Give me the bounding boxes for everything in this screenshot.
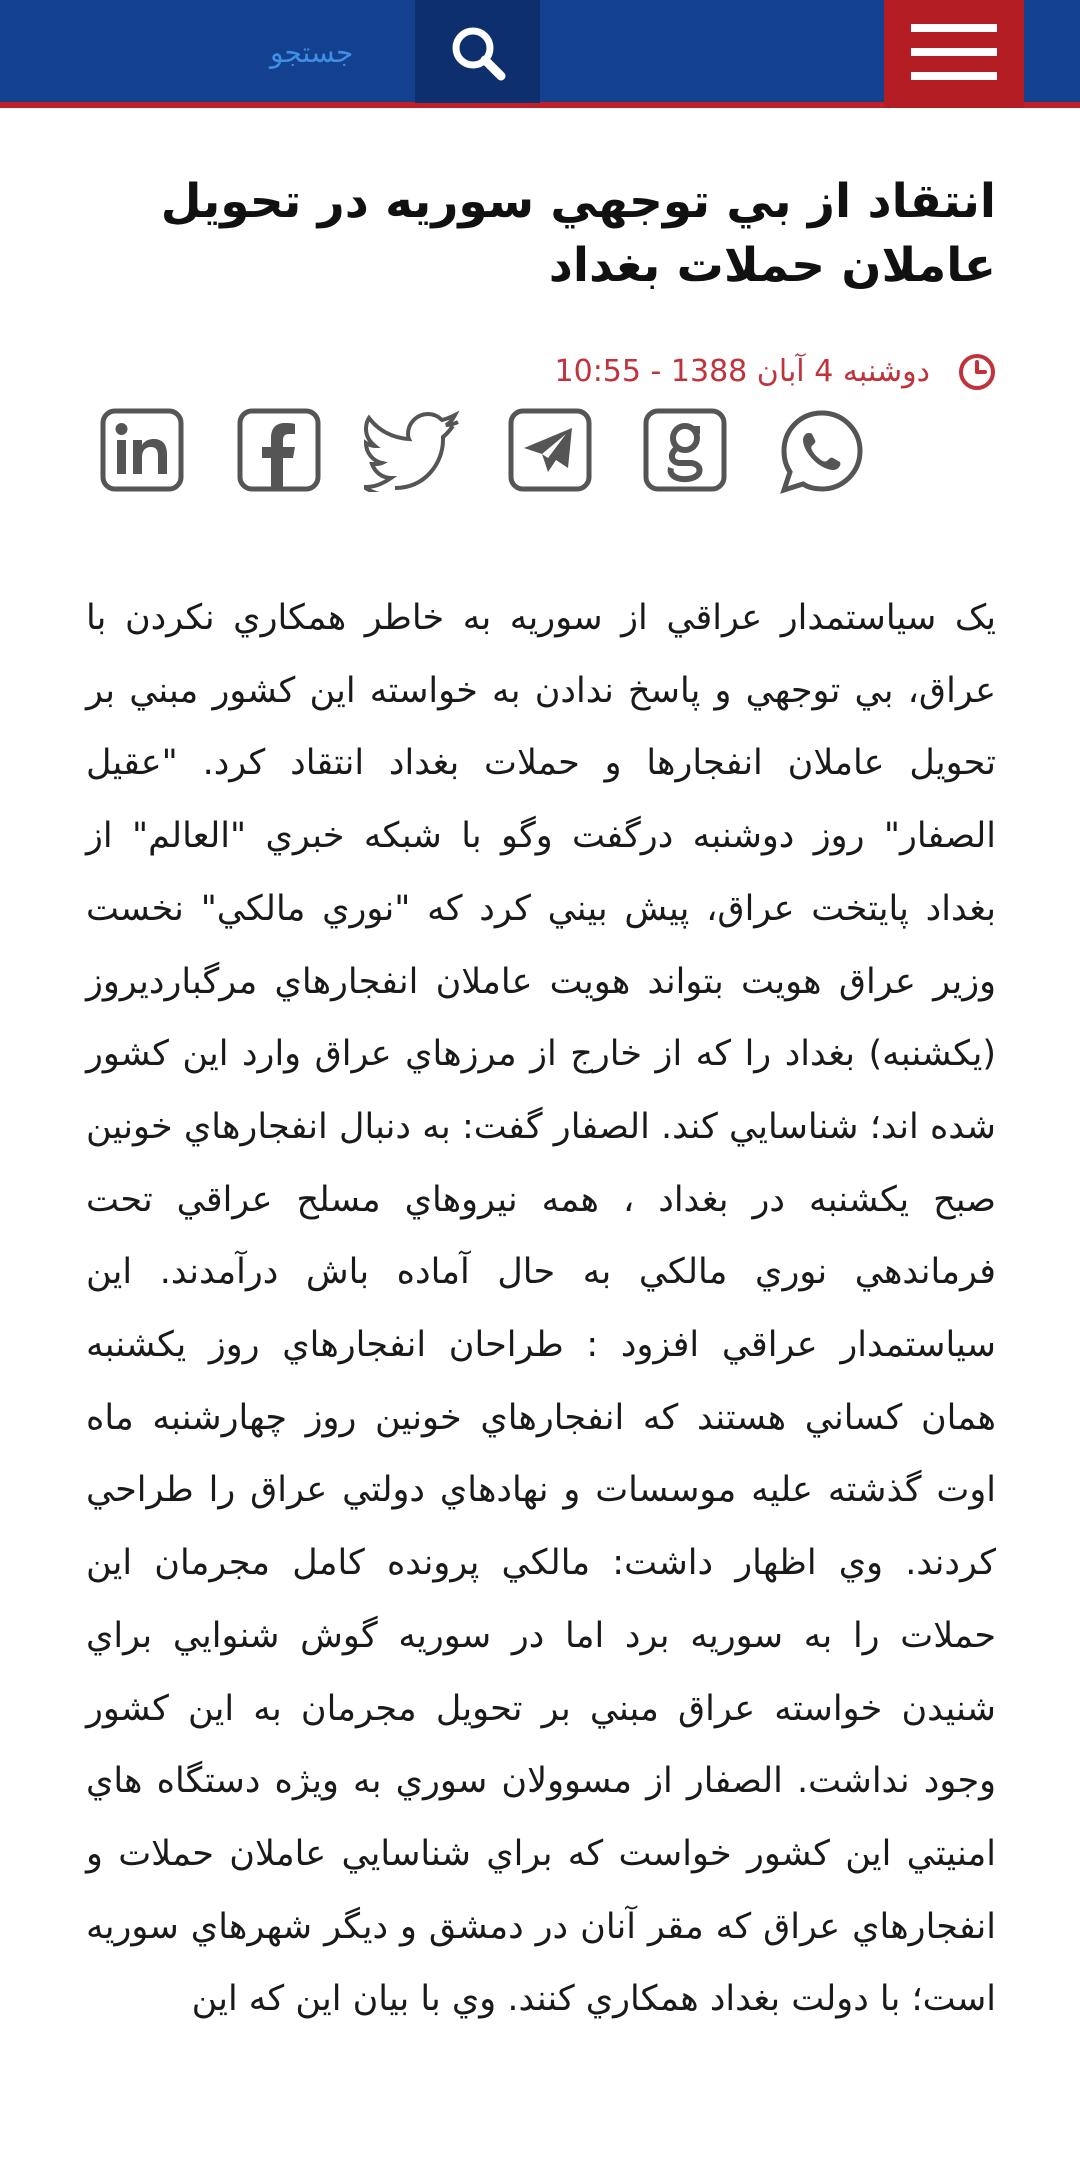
article-body: يک سياستمدار عراقي از سوريه به خاطر همکاري نکردن با عراق، بي توجهي و پاسخ ندادن به خواسته اين کشور مبني بر تحويل عاملان انفجارها و حملات بغداد انتقاد کرد. "عقيل الصفار" روز دوشنبه درگفت وگو با شبکه خبري "العالم" از بغداد پايتخت عراق، پيش بيني کرد که "نوري مالکي" نخست وزير عراق هويت بتواند هويت عاملان انفجارهاي مرگبارديروز (يکشنبه) بغداد را که از خارج از مرزهاي عراق وارد اين کشور شده اند؛ شناسايي کند. الصفار گفت: به دنبال انفجارهاي خونين صبح يکشنبه در بغداد ، همه نيروهاي مسلح عراقي تحت فرماندهي نوري مالکي به حال آماده باش درآمدند. اين سياستمدار عراقي افزود : طراحان انفجارهاي روز يکشنبه همان کساني هستند که انفجارهاي خونين روز چهارشنبه ماه اوت گذشته عليه موسسات و نهادهاي دولتي عراق را طراحي کردند. وي اظهار داشت: مالکي پرونده کامل مجرمان اين حملات را به سوريه برد اما در سوريه گوش شنوايي براي شنيدن خواسته عراق مبني بر تحويل مجرمان به اين کشور وجود نداشت. الصفار از مسوولان سوري به ويژه دستگاه هاي امنيتي اين کشور خواست که براي شناسايي عاملان حملات و انفجارهاي عراق که مقر آنان در دمشق و ديگر شهرهاي سوريه است؛ با دولت بغداد همکاري کنند. وي با بيان اين که اين bbox=[86, 598, 996, 2020]
google-plus-share-button[interactable] bbox=[643, 408, 727, 492]
linkedin-icon bbox=[100, 408, 184, 492]
twitter-icon bbox=[364, 408, 464, 492]
twitter-share-button[interactable] bbox=[364, 408, 464, 492]
article-title: انتقاد از بي توجهي سوريه در تحويل عاملان حملات بغداد bbox=[160, 174, 996, 293]
search-label[interactable]: جستجو bbox=[270, 36, 354, 69]
publish-date: دوشنبه 4 آبان 1388 - 10:55 bbox=[554, 354, 930, 389]
google-plus-icon bbox=[643, 408, 727, 492]
telegram-share-button[interactable] bbox=[508, 408, 592, 492]
whatsapp-icon bbox=[778, 408, 866, 496]
top-bar bbox=[0, 0, 1080, 108]
whatsapp-share-button[interactable] bbox=[778, 408, 866, 492]
menu-button[interactable] bbox=[884, 0, 1024, 108]
facebook-icon bbox=[237, 408, 321, 492]
date-row bbox=[480, 352, 1000, 396]
linkedin-share-button[interactable] bbox=[100, 408, 184, 492]
telegram-icon bbox=[508, 408, 592, 492]
facebook-share-button[interactable] bbox=[237, 408, 321, 492]
search-icon bbox=[447, 22, 509, 84]
search-button[interactable] bbox=[415, 0, 540, 103]
clock-icon bbox=[957, 352, 997, 392]
